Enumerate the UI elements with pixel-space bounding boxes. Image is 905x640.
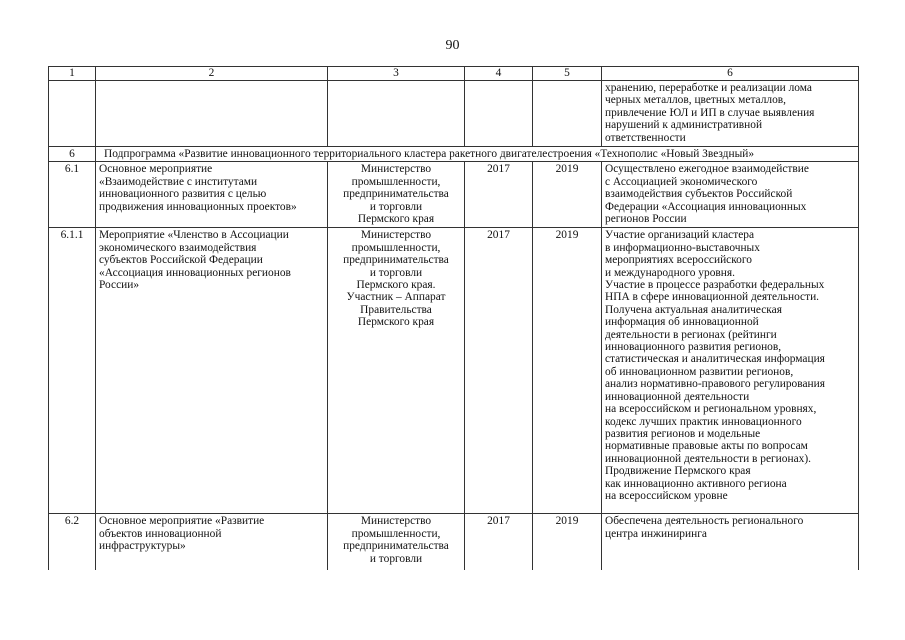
section-row — [49, 147, 859, 162]
result-cell — [602, 228, 859, 514]
exec-text-line: Министерство — [360, 163, 432, 176]
result-text-line: развития регионов и модельные — [605, 427, 761, 440]
result-text-line: анализ нормативно-правового регулирования — [605, 378, 825, 391]
result-text-line: инновационной деятельности в регионах). — [605, 452, 811, 465]
result-text-line: как инновационно активного региона — [605, 477, 787, 490]
header-cell: 3 — [328, 67, 465, 81]
activity-name-cell — [96, 81, 328, 147]
start-year-cell: 2017 — [465, 514, 533, 570]
executor-cell — [328, 228, 465, 514]
result-text-line: центра инжиниринга — [605, 527, 707, 540]
result-text-line: на всероссийском уровне — [605, 489, 728, 502]
result-text-line: кодекс лучших практик инновационного — [605, 415, 802, 428]
activity-name-cell — [96, 514, 328, 570]
result-text-line: и международного уровня. — [605, 266, 735, 279]
result-text-line: Участие организаций кластера — [605, 229, 754, 242]
name-text-line: России» — [99, 279, 140, 292]
header-cell: 1 — [49, 67, 96, 81]
exec-text-line: промышленности, — [351, 241, 441, 254]
name-text-line: продвижения инновационных проектов» — [99, 200, 297, 213]
result-text-line: Федерации «Ассоциация инновационных — [605, 200, 807, 213]
result-text-line: регионов России — [605, 213, 687, 226]
result-text-line: нормативные правовые акты по вопросам — [605, 440, 808, 453]
result-text-line: нарушений к административной — [605, 119, 763, 132]
result-text-line: НПА в сфере инновационной деятельности. — [605, 291, 820, 304]
table-row — [49, 81, 859, 147]
exec-text-line: и торговли — [369, 552, 423, 565]
exec-text-line: Пермского края — [357, 213, 435, 226]
row-number-cell: 6 — [49, 147, 96, 162]
exec-text-line: и торговли — [369, 266, 423, 279]
result-text-line: Осуществлено ежегодное взаимодействие — [605, 163, 809, 176]
start-year-cell — [465, 81, 533, 147]
header-cell: 4 — [465, 67, 533, 81]
result-text-line: в информационно-выставочных — [605, 241, 760, 254]
header-cell: 5 — [533, 67, 602, 81]
name-text-line: Основное мероприятие — [99, 163, 213, 176]
result-cell — [602, 162, 859, 228]
exec-text-line: Правительства — [360, 303, 432, 316]
result-text-line: Обеспечена деятельность регионального — [605, 515, 804, 528]
name-text-line: субъектов Российской Федерации — [99, 254, 263, 267]
exec-text-line: промышленности, — [351, 527, 441, 540]
exec-text-line: Министерство — [360, 229, 432, 242]
result-cell — [602, 81, 859, 147]
end-year-cell: 2019 — [533, 514, 602, 570]
result-cell — [602, 514, 859, 570]
result-text-line: информация об инновационной — [605, 316, 759, 329]
exec-text-line: Пермского края. — [356, 279, 436, 292]
name-text-line: «Ассоциация инновационных регионов — [99, 266, 291, 279]
end-year-cell: 2019 — [533, 162, 602, 228]
result-text-line: ответственности — [605, 131, 686, 144]
table-row — [49, 162, 859, 228]
name-text-line: экономического взаимодействия — [99, 241, 257, 254]
result-text-line: черных металлов, цветных металлов, — [605, 94, 787, 107]
name-text-line: объектов инновационной — [99, 527, 222, 540]
result-text-line: Получена актуальная аналитическая — [605, 303, 782, 316]
header-cell: 6 — [602, 67, 859, 81]
exec-text-line: и торговли — [369, 200, 423, 213]
exec-text-line: Участник – Аппарат — [346, 291, 446, 304]
exec-text-line: предпринимательства — [343, 540, 449, 553]
row-number-cell: 6.1 — [49, 162, 96, 228]
name-text-line: Мероприятие «Членство в Ассоциации — [99, 229, 289, 242]
name-text-line: «Взаимодействие с институтами — [99, 175, 258, 188]
result-text-line: об инновационном развитии регионов, — [605, 365, 794, 378]
row-number-cell: 6.2 — [49, 514, 96, 570]
result-text-line: хранению, переработке и реализации лома — [605, 82, 812, 94]
start-year-cell: 2017 — [465, 228, 533, 514]
result-text-line: на всероссийском и региональном уровнях, — [605, 403, 817, 416]
name-text-line: инфраструктуры» — [99, 540, 186, 553]
activity-name-cell — [96, 162, 328, 228]
table-header-row — [49, 67, 859, 81]
result-text-line: статистическая и аналитическая информация — [605, 353, 825, 366]
result-text-line: привлечение ЮЛ и ИП в случае выявления — [605, 106, 815, 119]
exec-text-line: Министерство — [360, 515, 432, 528]
end-year-cell: 2019 — [533, 228, 602, 514]
result-text-line: Продвижение Пермского края — [605, 465, 751, 478]
result-text-line: инновационного развития регионов, — [605, 341, 782, 354]
exec-text-line: предпринимательства — [343, 188, 449, 201]
header-cell: 2 — [96, 67, 328, 81]
result-text-line: инновационной деятельности — [605, 390, 750, 403]
exec-text-line: промышленности, — [351, 175, 441, 188]
exec-text-line: Пермского края — [357, 316, 435, 329]
result-text-line: Участие в процессе разработки федеральных — [605, 279, 825, 292]
table-row — [49, 514, 859, 570]
result-text-line: взаимодействия субъектов Российской — [605, 188, 793, 201]
row-number-cell — [49, 81, 96, 147]
program-table — [48, 66, 859, 570]
exec-text-line: предпринимательства — [343, 254, 449, 267]
executor-cell — [328, 162, 465, 228]
result-text-line: с Ассоциацией экономического — [605, 175, 758, 188]
executor-cell — [328, 514, 465, 570]
executor-cell — [328, 81, 465, 147]
table-row — [49, 228, 859, 514]
start-year-cell: 2017 — [465, 162, 533, 228]
name-text-line: Основное мероприятие «Развитие — [99, 515, 265, 528]
result-text-line: деятельности в регионах (рейтинги — [605, 328, 777, 341]
name-text-line: инновационного развития с целью — [99, 188, 267, 201]
row-number-cell: 6.1.1 — [49, 228, 96, 514]
activity-name-cell — [96, 228, 328, 514]
end-year-cell — [533, 81, 602, 147]
section-title-cell: Подпрограмма «Развитие инновационного территориального кластера ракетного двигателестроения «Технополис «Новый Звездный» — [96, 147, 859, 162]
result-text-line: мероприятиях всероссийского — [605, 254, 752, 267]
page-number: 90 — [445, 38, 460, 53]
